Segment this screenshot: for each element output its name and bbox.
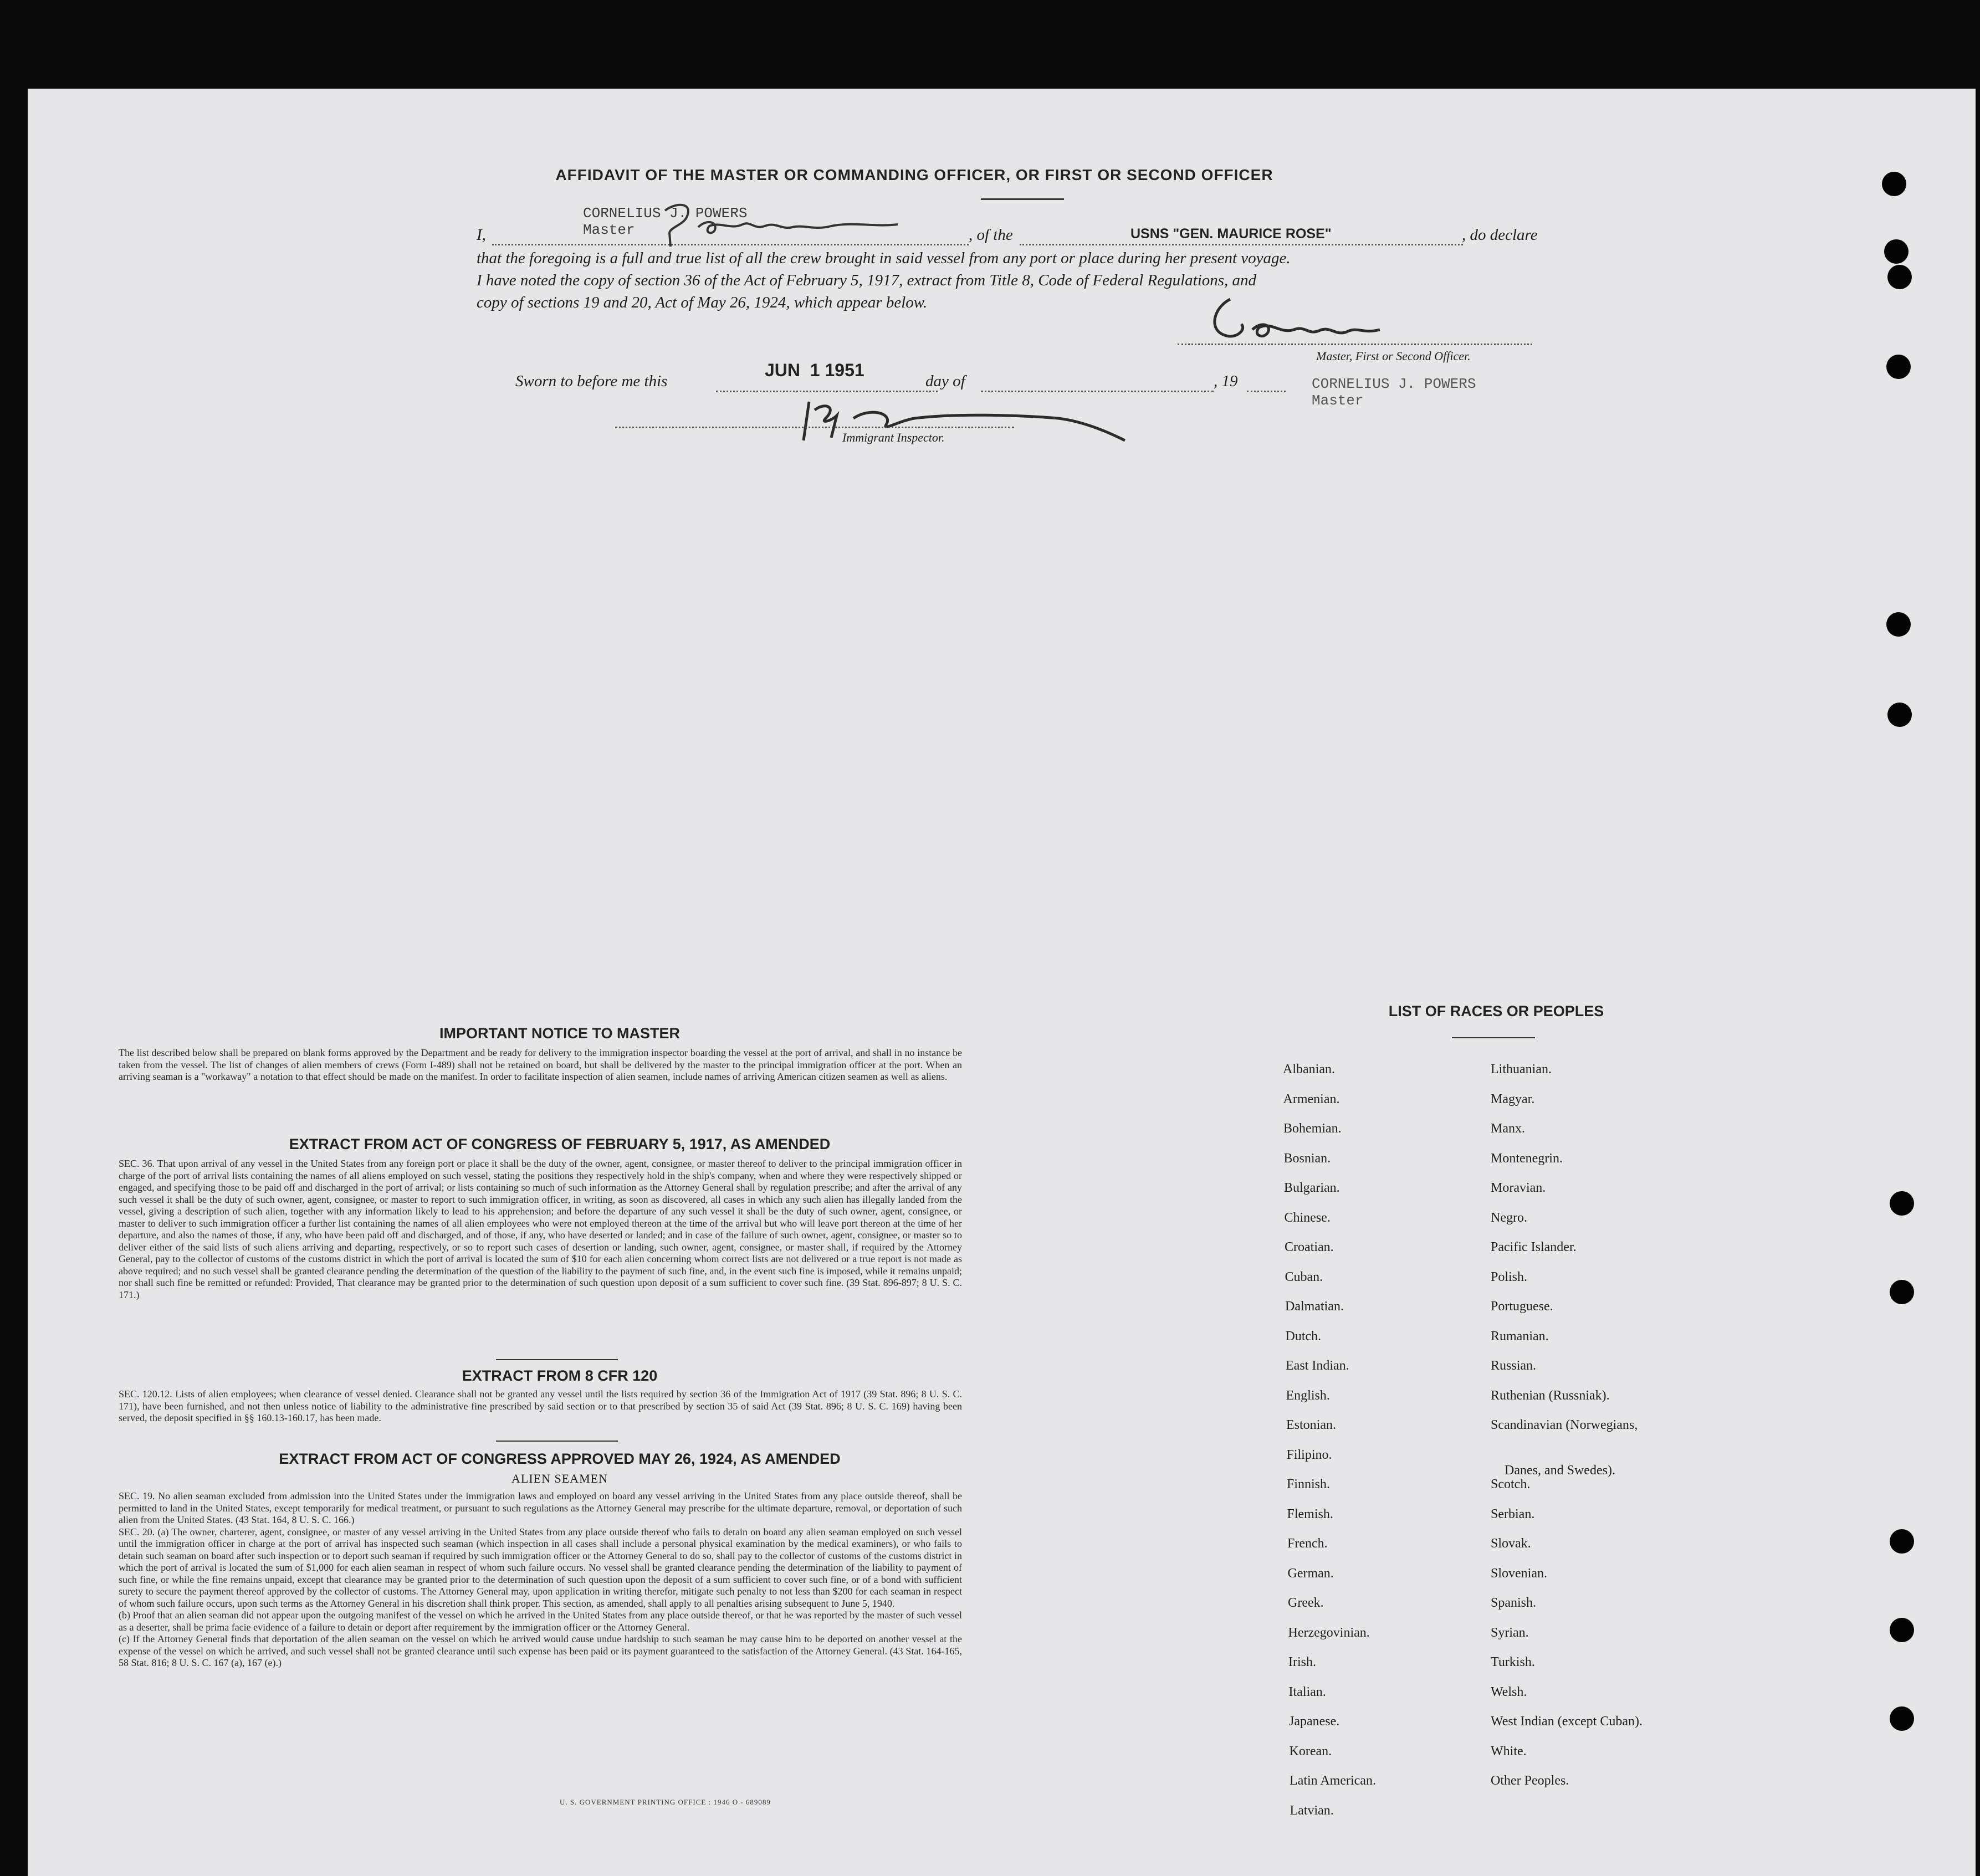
typed-rank: Master — [583, 222, 635, 238]
stamp-name: CORNELIUS J. POWERS — [1312, 376, 1476, 392]
race-item: Flemish. — [1287, 1506, 1333, 1521]
printer-line: U. S. GOVERNMENT PRINTING OFFICE : 1946 O - 689089 — [560, 1798, 771, 1806]
extract-1924-title: EXTRACT FROM ACT OF CONGRESS APPROVED MAY 26, 1924, AS AMENDED — [279, 1450, 841, 1467]
inspector-caption: Immigrant Inspector. — [842, 430, 945, 444]
punch-hole — [1882, 172, 1906, 196]
affidavit-title: AFFIDAVIT OF THE MASTER OR COMMANDING OFFICER, OR FIRST OR SECOND OFFICER — [555, 166, 1273, 183]
divider — [981, 198, 1064, 200]
divider — [496, 1359, 618, 1360]
race-item: Scandinavian (Norwegians, — [1491, 1418, 1638, 1432]
extract-1924-body: SEC. 19. No alien seaman excluded from admission into the United States under the immigration laws and employed on board any vessel arriving in the United States from any place outside thereof, shall be permitted to land in the United States, except temporarily for medical treatment, or pursuant to such regulations as the Attorney General may prescribe for the ultimate departure, removal, or deportation of such alien from the United States. (43 Stat. 164, 8 U. S. C. 166.) SEC. 20. (a) The owner, charterer, agent, consignee, or master of any vessel arriving in the United States from any place outside thereof who fails to detain on board any alien seaman employed on such vessel until the immigration officer in charge at the port of arrival has inspected such seaman (which inspection in all cases shall include a personal physical examination by the medical examiners), or who fails to detain such seaman on board after such inspection or to deport such seaman if required by such immigration officer or the Attorney General to do so, shall pay to the collector of customs of the customs district in which the port of arrival is located the sum of $1,000 for each alien seaman in respect of whom such failure occurs. No vessel shall be granted clearance pending the determination of the liability to payment of such fine, or while the fine remains unpaid, except that clearance may be granted prior to the determination of such question upon the deposit of a sum sufficient to cover such fine, or of a bond with sufficient surety to secure the payment thereof approved by the collector of customs. The Attorney General may, upon application in writing therefor, mitigate such penalty to not less than $200 for each seaman in respect of whom such failure occurs, upon such terms as the Attorney General in his discretion shall think proper. This section, as amended, shall apply to all penalties arising subsequent to June 5, 1940. (b) Proof that an alien seaman did not appear upon the outgoing manifest of the vessel on which he arrived in the United States from any place outside thereof, or that he was reported by the master of such vessel as a deserter, shall be prima facie evidence of a failure to detain or deport after requirement by the immigration officer or the Attorney General. (c) If the Attorney General finds that deportation of the alien seaman on the vessel on which he arrived would cause undue hardship to such seaman he may cause him to be deported on another vessel at the expense of the vessel on which he arrived, and such vessel shall not be granted clearance until such expense has been paid or its payment guaranteed to the satisfaction of the Attorney General. (43 Stat. 164-165, 58 Stat. 816; 8 U. S. C. 167 (a), 167 (e).) — [119, 1490, 962, 1668]
punch-hole — [1890, 1618, 1914, 1642]
race-item: Japanese. — [1289, 1714, 1340, 1729]
vessel-fill-line — [1020, 244, 1463, 245]
race-item: Pacific Islander. — [1491, 1240, 1577, 1254]
sworn-year: , 19 — [1214, 372, 1238, 390]
sworn-prefix: Sworn to before me this — [515, 372, 668, 390]
race-item: Armenian. — [1283, 1091, 1340, 1106]
race-item: Herzegovinian. — [1288, 1625, 1370, 1640]
notice-body: The list described below shall be prepared on blank forms approved by the Department and be ready for delivery to the immigration inspector boarding the vessel at the port of arrival, and shall in no instance be taken from the vessel. The list of changes of alien members of crews (Form I-489) shall not be retained on board, but shall be delivered by the master to the principal immigration officer at the port. When an arriving seaman is a "workaway" a notation to that effect should be made on the manifest. In order to facilitate inspection of alien seamen, include names of arriving American citizen seamen as well as aliens. — [119, 1047, 962, 1082]
race-item: East Indian. — [1286, 1359, 1349, 1373]
race-item: Rumanian. — [1491, 1329, 1549, 1344]
race-item: Greek. — [1288, 1596, 1324, 1610]
officer-signature — [1197, 291, 1430, 352]
extract-cfr-title: EXTRACT FROM 8 CFR 120 — [462, 1367, 658, 1384]
master-signature — [654, 199, 942, 249]
declaration-line-2: that the foregoing is a full and true list of all the crew brought in said vessel from any port or place during her present voyage. — [477, 249, 1291, 267]
declaration-of: , of the — [969, 226, 1013, 244]
extract-cfr-body: SEC. 120.12. Lists of alien employees; when clearance of vessel denied. Clearance shall not be granted any vessel until the lists required by section 36 of the Immigration Act of 1917 (39 Stat. 896; 8 U. S. C. 171), have been furnished, and not then unless notice of liability to the administrative fine prescribed by said section or to that prescribed by section 35 of said Act (39 Stat. 896; 8 U. S. C. 169) having been served, the deposit specified in §§ 160.13-160.17, has been made. — [119, 1388, 962, 1423]
race-item: Russian. — [1491, 1359, 1537, 1373]
race-item: Turkish. — [1491, 1655, 1535, 1669]
declaration-suffix: , do declare — [1462, 226, 1538, 244]
divider — [496, 1441, 618, 1442]
sworn-year-line — [1247, 391, 1286, 392]
punch-hole — [1887, 703, 1912, 727]
race-item: Slovenian. — [1491, 1566, 1547, 1581]
race-item: English. — [1286, 1388, 1330, 1403]
race-item: Danes, and Swedes). — [1505, 1463, 1615, 1478]
race-item: Moravian. — [1491, 1181, 1546, 1195]
race-item: Magyar. — [1491, 1091, 1535, 1106]
race-item: Croatian. — [1285, 1240, 1334, 1254]
punch-hole — [1884, 239, 1909, 264]
races-title: LIST OF RACES OR PEOPLES — [1388, 1003, 1604, 1019]
race-item: Chinese. — [1284, 1210, 1331, 1225]
race-item: Bohemian. — [1283, 1121, 1342, 1136]
punch-hole — [1886, 355, 1911, 379]
race-item: Syrian. — [1491, 1625, 1529, 1640]
race-item: Italian. — [1288, 1684, 1326, 1699]
punch-hole — [1886, 612, 1911, 637]
race-item: Spanish. — [1491, 1596, 1537, 1610]
race-item: Welsh. — [1491, 1684, 1527, 1699]
race-item: Bosnian. — [1283, 1151, 1331, 1166]
race-item: Dutch. — [1285, 1329, 1322, 1344]
stamp-rank: Master — [1312, 392, 1364, 409]
race-item: White. — [1491, 1744, 1527, 1759]
race-item: Dalmatian. — [1285, 1299, 1344, 1314]
race-item: Scotch. — [1491, 1477, 1531, 1491]
divider — [1452, 1037, 1535, 1038]
race-item: Albanian. — [1283, 1062, 1335, 1077]
race-item: Negro. — [1491, 1210, 1527, 1225]
race-item: Other Peoples. — [1491, 1774, 1569, 1788]
race-item: German. — [1287, 1566, 1334, 1581]
race-item: Bulgarian. — [1284, 1181, 1340, 1195]
punch-hole — [1890, 1280, 1914, 1304]
race-item: Filipino. — [1286, 1447, 1332, 1462]
punch-hole — [1890, 1529, 1914, 1554]
race-item: Polish. — [1491, 1269, 1528, 1284]
typed-name: CORNELIUS J. POWERS — [583, 205, 748, 222]
officer-signature-caption: Master, First or Second Officer. — [1316, 349, 1471, 363]
race-item: Latvian. — [1290, 1803, 1334, 1818]
declaration-prefix: I, — [477, 226, 486, 244]
race-item: Lithuanian. — [1491, 1062, 1552, 1077]
notice-title: IMPORTANT NOTICE TO MASTER — [439, 1025, 680, 1042]
inspector-signature-line — [615, 427, 1014, 428]
race-item: French. — [1287, 1536, 1328, 1551]
sworn-day-of: day of — [925, 372, 965, 390]
race-item: Irish. — [1288, 1655, 1316, 1669]
declaration-line-3: I have noted the copy of section 36 of the Act of February 5, 1917, extract from Title 8, Code of Federal Regulations, and — [477, 271, 1257, 289]
race-item: Cuban. — [1285, 1269, 1323, 1284]
extract-1917-title: EXTRACT FROM ACT OF CONGRESS OF FEBRUARY 5, 1917, AS AMENDED — [289, 1136, 831, 1152]
document-page — [28, 89, 1976, 1876]
race-item: Manx. — [1491, 1121, 1525, 1136]
extract-1924-subtitle: ALIEN SEAMEN — [511, 1472, 608, 1485]
race-item: Estonian. — [1286, 1418, 1336, 1432]
vessel-name: USNS "GEN. MAURICE ROSE" — [1130, 226, 1332, 242]
punch-hole — [1890, 1706, 1914, 1731]
declaration-line-4: copy of sections 19 and 20, Act of May 26, 1924, which appear below. — [477, 294, 928, 311]
extract-1917-body: SEC. 36. That upon arrival of any vessel in the United States from any foreign port or place it shall be the duty of the owner, agent, consignee, or master thereof to deliver to the principal immigration officer in charge of the port of arrival lists containing the names of all aliens employed on such vessel, stating the positions they respectively hold in the ship's company, when and where they were respectively shipped or engaged, and specifying those to be paid off and discharged in the port of arrival; or lists containing so much of such information as the Attorney General shall by regulation prescribe; and after the arrival of any such vessel it shall be the duty of such owner, agent, consignee, or master to report to such immigration officer, in writing, as soon as discovered, all cases in which any such alien has illegally landed from the vessel, giving a description of such alien, together with any information likely to lead to his apprehension; and before the departure of any such vessel it shall be the duty of such owner, agent, consignee, or master to deliver to such immigration officer a further list containing the names of all alien employees who were not employed thereon at the time of the arrival but who will leave port thereon at the time of her departure, and also the names of those, if any, who have been paid off and discharged, and of those, if any, who have deserted or landed; and in case of the failure of such owner, agent, consignee, or master so to deliver either of the said lists of such aliens arriving and departing, respectively, or so to report such cases of desertion or landing, such owner, agent, consignee, or master shall, if required by the Attorney General, pay to the collector of customs of the customs district in which the port of arrival is located the sum of $10 for each alien concerning whom correct lists are not delivered or a true report is not made as above required; and no such vessel shall be granted clearance pending the determination of the question of the liability to the payment of such fine, and, in the event such fine is imposed, while it remains unpaid; nor shall such fine be remitted or refunded: Provided, That clearance may be granted prior to the determination of such question upon deposit of a sum sufficient to cover such fine. (39 Stat. 896-897; 8 U. S. C. 171.) — [119, 1158, 962, 1300]
race-item: Montenegrin. — [1491, 1151, 1563, 1166]
officer-signature-line — [1178, 344, 1532, 345]
race-item: Portuguese. — [1491, 1299, 1553, 1314]
punch-hole — [1887, 265, 1912, 289]
race-item: Korean. — [1289, 1744, 1332, 1759]
sworn-date-stamp: JUN 1 1951 — [765, 360, 864, 380]
race-item: Ruthenian (Russniak). — [1491, 1388, 1610, 1403]
race-item: Finnish. — [1287, 1477, 1331, 1491]
race-item: Serbian. — [1491, 1506, 1535, 1521]
race-item: Latin American. — [1290, 1774, 1376, 1788]
race-item: Slovak. — [1491, 1536, 1531, 1551]
race-item: West Indian (except Cuban). — [1491, 1714, 1643, 1729]
punch-hole — [1890, 1191, 1914, 1216]
